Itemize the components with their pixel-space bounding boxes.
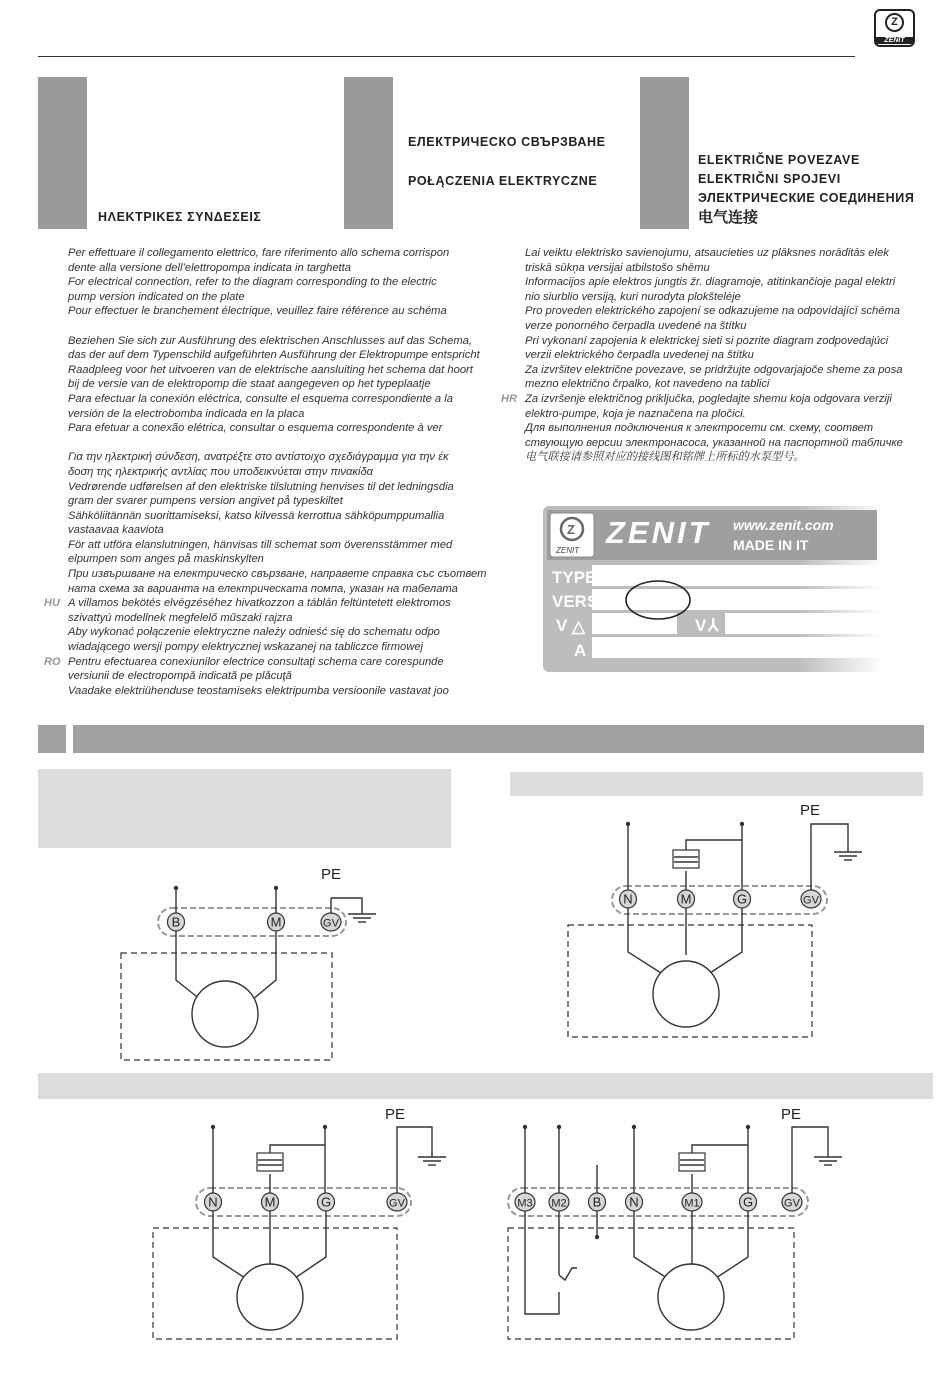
pe-label: PE [321,866,342,883]
terminal-dot [174,886,178,890]
terminal-label: B [592,1194,602,1210]
plate-a-label: A [574,641,587,660]
text-line: Pour effectuer le branchement électrique, veuillez faire référence au schéma [68,305,447,318]
star-icon: ⅄ [708,616,719,635]
text-line: versión de la electrobomba indicada en la placa [68,407,305,420]
terminal-label: M1 [684,1197,700,1210]
terminal-dot [626,822,630,826]
text-line: Beziehen Sie sich zur Ausführung des elektrischen Anschlusses auf das Schema, [68,334,473,347]
motor-enclosure [508,1228,794,1339]
header-chinese: 电气连接 [698,209,759,226]
terminal-label: G [742,1194,754,1210]
text-line: Для выполнения подключения к электросети см. схему, соответ [525,422,874,435]
svg-text:Z: Z [567,522,575,537]
text-line: vastaavaa kaaviota [68,524,164,537]
motor-icon [192,981,258,1047]
header-greek: ΗΛΕΚΤΡΙΚΕΣ ΣΥΝΔΕΣΕΙΣ [98,210,262,224]
text-line: bij de versie van de elektropomp die staat aangegeven op het typeplaatje [68,378,431,391]
terminal-label: GV [389,1197,405,1210]
wire [634,1211,667,1278]
text-line: das der auf dem Typenschild aufgeführten Ausführung der Elektropumpe entspricht [68,349,480,362]
text-line: Για την ηλεκτρική σύνδεση, ανατρέξτε στο αντίστοιχο σχεδιάγραμμα για την έκ [68,451,449,464]
terminal-label: M [264,1194,276,1210]
text-line: δοση της ηλεκτρικής αντλίας που υποδεικνύεται στην πινακίδα [68,465,374,478]
text-line: mezno električno črpalko, kot navedeno na tablici [525,378,770,391]
terminal-label: N [623,891,633,907]
terminal-dot [557,1125,561,1129]
text-line: För att utföra elanslutningen, hänvisas till schemat som överensstämmer med [68,538,453,551]
text-line: elpumpen som anges på maskinskylten [68,553,264,566]
text-line: Informacijos apie elektros jungtis žr. diagramoje, atitinkančioje pagal elektri [525,276,896,289]
pe-label: PE [385,1106,406,1123]
text-line: Para efetuar a conexão elétrica, consultar o esquema correspondente à ver [68,422,443,435]
text-line: Para efectuar la conexión eléctrica, consulte el esquema correspondiente a la [68,392,453,405]
terminal-strip [158,908,346,936]
motor-icon [237,1264,303,1330]
terminal-label: GV [784,1197,800,1210]
language-code: RO [44,655,61,668]
wire [710,908,742,973]
terminal-label: M [680,891,692,907]
z-logo-icon: Z [885,13,904,32]
language-code: HU [44,597,60,610]
wire [252,931,276,1000]
text-line: nio siurblio versiją, kuri nurodyta plokštelėje [525,290,741,303]
language-code: HR [501,392,517,405]
motor-icon [653,961,719,1027]
terminal-dot [746,1125,750,1129]
capacitor-icon [673,850,699,868]
text-line: Sähköliitännän suorittamiseksi, katso kilvessä kerrottua sähköpumppumallia [68,509,445,522]
plate-brand: ZENIT [606,515,711,550]
terminal-label: N [629,1194,639,1210]
header-polish: POŁĄCZENIA ELEKTRYCZNE [408,174,598,188]
terminal-dot [523,1125,527,1129]
text-line: szivattyú modellnek megfelelő műszaki rajzra [68,611,293,624]
wire [628,908,661,973]
wire [295,1211,326,1278]
text-line: Vedrørende udførelsen af den elektriske tilslutning henvises til det ledningsdia [68,480,454,493]
text-line: Pri vykonaní zapojenia k elektrickej sieti si pozrite diagram zodpovedajúci [525,334,889,347]
terminal-label: M3 [517,1197,533,1210]
terminal-dot [595,1235,599,1239]
text-line: Per effettuare il collegamento elettrico, fare riferimento allo schema corrispon [68,247,450,259]
terminal-label: N [208,1194,218,1210]
wire [525,1211,559,1314]
plate-type-label: TYPE [552,568,597,587]
terminal-strip [612,886,827,914]
wire [686,840,742,850]
terminal-dot [274,886,278,890]
terminal-dot [740,822,744,826]
capacitor-icon [679,1153,705,1171]
motor-icon [658,1264,724,1330]
plate-v2-label: V [695,616,707,635]
text-line: Pentru efectuarea conexiunilor electrice consultaţi schema care corespunde [68,655,444,668]
terminal-label: B [171,914,181,930]
wire [176,931,201,1000]
pe-label: PE [781,1106,802,1123]
plate-url: www.zenit.com [733,517,834,533]
text-line: gram der svarer pumpens version angivet på typeskiltet [68,495,343,508]
pe-label: PE [800,802,821,819]
plate-vers-label: VERS [552,592,599,611]
text-line: Lai veiktu elektrisko savienojumu, atsaucieties uz plāksnes norādītās elek [525,247,889,259]
text-line: pump version indicated on the plate [68,290,245,303]
plate-logo-small: ZENIT [556,546,580,555]
wire [213,1211,245,1278]
terminal-label: G [320,1194,332,1210]
wire [792,1127,828,1193]
text-line: ствующую версии электронасоса, указанной на паспортной табличке [525,436,903,449]
terminal-label: G [736,891,748,907]
text-line: triskā sūkņa versijai atbilstošo shēmu [525,261,710,274]
terminal-label: M2 [551,1197,567,1210]
header-bulgarian: ЕЛЕКТРИЧЕСКО СВЪРЗВАНЕ [408,135,606,149]
text-line: Za izvršenje električnog priključka, pogledajte shemu koja odgovara verziji [525,392,892,405]
text-line: A villamos bekötés elvégzéséhez hivatkozzon a táblán feltüntetett elektromos [68,597,451,610]
wire [559,1268,577,1280]
wire [692,1145,748,1153]
text-line: Vaadake elektriühenduse teostamiseks elektripumba versioonile vastavat joo [68,684,449,697]
text-line: For electrical connection, refer to the diagram corresponding to the electric [68,276,437,289]
delta-icon: △ [572,617,586,636]
text-line: wiadającego wersji pompy elektrycznej wskazanej na tabliczce firmowej [68,641,424,654]
terminal-label: GV [803,894,819,907]
terminal-label: GV [323,917,339,930]
logo-text: ZENIT [876,37,913,44]
text-line: Za izvršitev električne povezave, se pridržujte odgovarjajoče sheme za posa [525,363,903,376]
wire [716,1211,748,1278]
wire [811,824,848,890]
terminal-strip [196,1188,411,1216]
wire [331,898,362,914]
terminal-label: M [270,914,282,930]
text-line: versiunii de electropompă indicată pe plăcuţă [68,670,292,683]
terminal-dot [323,1125,327,1129]
text-line: verzii elektrického čerpadla uvedenej na štítku [525,349,754,362]
terminal-dot [632,1125,636,1129]
plate-v-label: V [556,616,568,635]
header-russian: ЭЛЕКТРИЧЕСКИЕ СОЕДИНЕНИЯ [698,191,915,205]
text-line: verze ponorného čerpadla uvedené na štítku [525,319,747,332]
text-line: Aby wykonać połączenie elektryczne należy odnieść się do schematu odpo [68,626,440,639]
wire [270,1145,325,1153]
plate-made-in: MADE IN IT [733,537,809,553]
text-line: elektro-pumpe, koja je naznačena na pločici. [525,407,746,420]
header-slovenian: ELEKTRIČNE POVEZAVE [698,153,860,167]
text-line: При извършване на електрическо свързване, направете справка със съответ [68,568,487,581]
text-line: 电气联接请参照对应的接线图和铭牌上所标的水泵型号。 [525,451,805,464]
capacitor-icon [257,1153,283,1171]
wire [397,1127,432,1193]
text-line: ната схема за варианта на електрическата помпа, указан на табелата [68,582,458,595]
text-line: dente alla versione dell’elettropompa indicata in targhetta [68,261,351,274]
text-line: Raadpleeg voor het uitvoeren van de elektrische aansluiting het schema dat hoort [68,363,473,376]
text-line: Pro proveden elektrického zapojení se odkazujeme na odpovídající schéma [525,305,901,318]
header-croatian: ELEKTRIČNI SPOJEVI [698,172,841,186]
terminal-dot [211,1125,215,1129]
